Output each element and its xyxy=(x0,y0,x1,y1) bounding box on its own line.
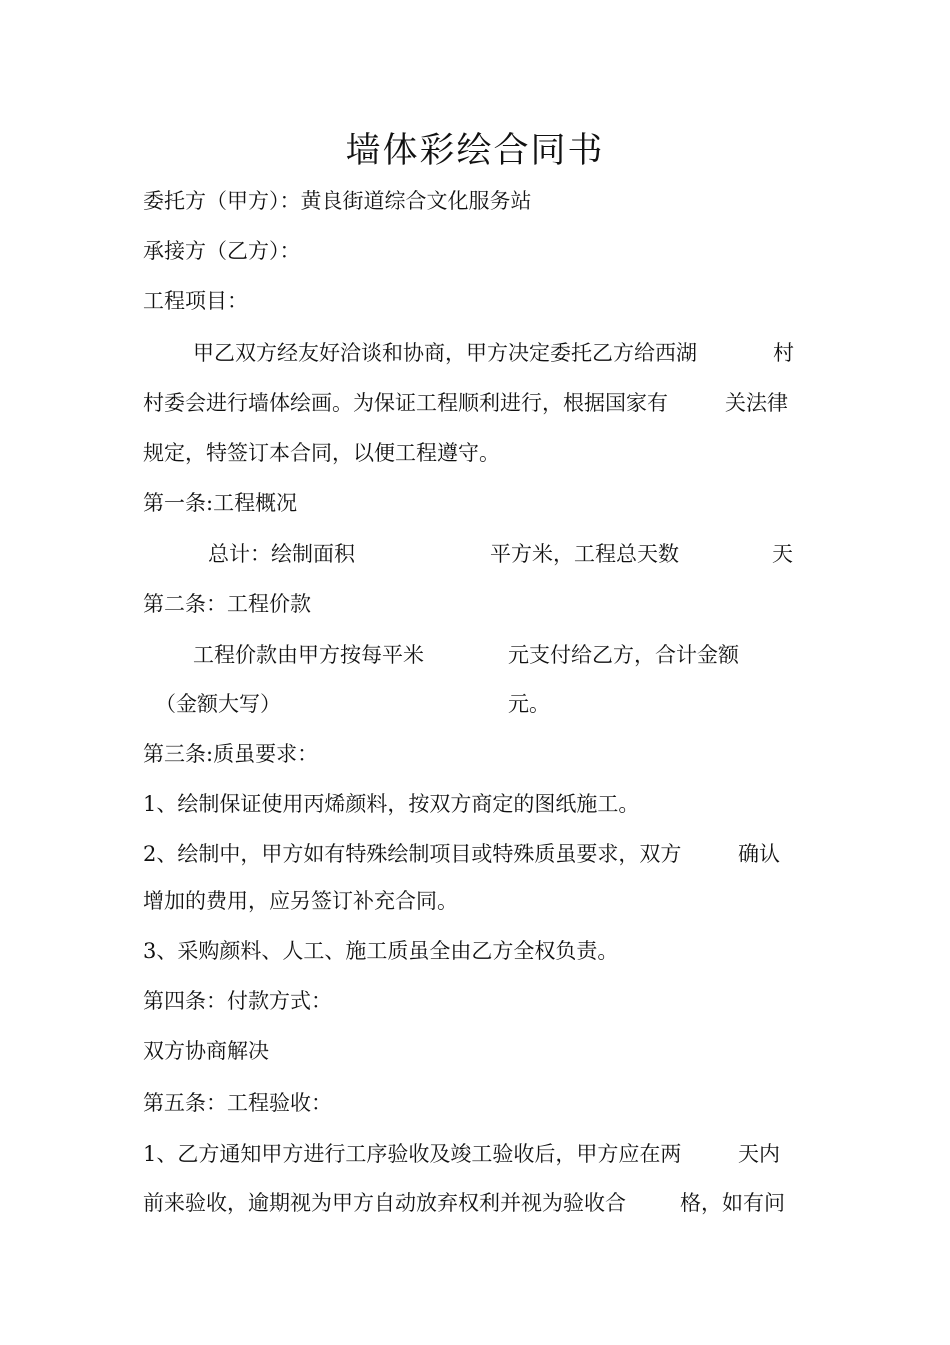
article-3-item-1: 1、绘制保证使用丙烯颜料，按双方商定的图纸施工。 xyxy=(143,792,640,816)
article-1-heading: 第一条:工程概况 xyxy=(143,491,298,515)
project-line: 工程项目： xyxy=(143,289,248,313)
article-5-item-1: 1、乙方通知甲方进行工序验收及竣工验收后，甲方应在两 xyxy=(143,1142,682,1166)
days-unit-label: 天 xyxy=(772,542,793,566)
article-3-heading: 第三条:质虽要求： xyxy=(143,742,319,766)
preamble-line-1: 甲乙双方经友好洽谈和协商，甲方决定委托乙方给西湖 xyxy=(193,341,697,365)
article-5-item-1-cont: 前来验收，逾期视为甲方自动放弃权利并视为验收合 xyxy=(143,1191,626,1215)
preamble-line-1-tail: 村 xyxy=(773,341,794,365)
price-label: 工程价款由甲方按每平米 xyxy=(193,643,424,667)
area-unit-label: 平方米，工程总天数 xyxy=(490,542,679,566)
preamble-line-3: 规定，特签订本合同，以便工程遵守。 xyxy=(143,441,500,465)
amount-unit-label: 元。 xyxy=(508,692,550,716)
amount-words-label: （金额大写） xyxy=(155,692,281,716)
article-4-heading: 第四条：付款方式： xyxy=(143,989,332,1013)
price-unit-label: 元支付给乙方，合计金额 xyxy=(508,643,739,667)
article-5-item-1-tail: 天内 xyxy=(738,1142,780,1166)
article-4-body: 双方协商解决 xyxy=(143,1039,269,1063)
client-line: 委托方（甲方）：黄良街道综合文化服务站 xyxy=(143,189,532,213)
total-area-label: 总计：绘制面积 xyxy=(208,542,355,566)
article-3-item-2-tail: 确认 xyxy=(738,842,780,866)
contractor-line: 承接方（乙方）： xyxy=(143,239,301,263)
preamble-line-2-tail: 关法律 xyxy=(725,391,788,415)
preamble-line-2: 村委会进行墙体绘画。为保证工程顺利进行，根据国家有 xyxy=(143,391,668,415)
article-5-item-1-cont-tail: 格，如有问 xyxy=(680,1191,785,1215)
article-3-item-2: 2、绘制中，甲方如有特殊绘制项目或特殊质虽要求，双方 xyxy=(143,842,682,866)
article-5-heading: 第五条：工程验收： xyxy=(143,1091,332,1115)
article-3-item-2-cont: 增加的费用，应另签订补充合同。 xyxy=(143,889,458,913)
article-3-item-3: 3、采购颜料、人工、施工质虽全由乙方全权负责。 xyxy=(143,939,619,963)
document-title: 墙体彩绘合同书 xyxy=(345,131,605,171)
article-2-heading: 第二条：工程价款 xyxy=(143,592,311,616)
